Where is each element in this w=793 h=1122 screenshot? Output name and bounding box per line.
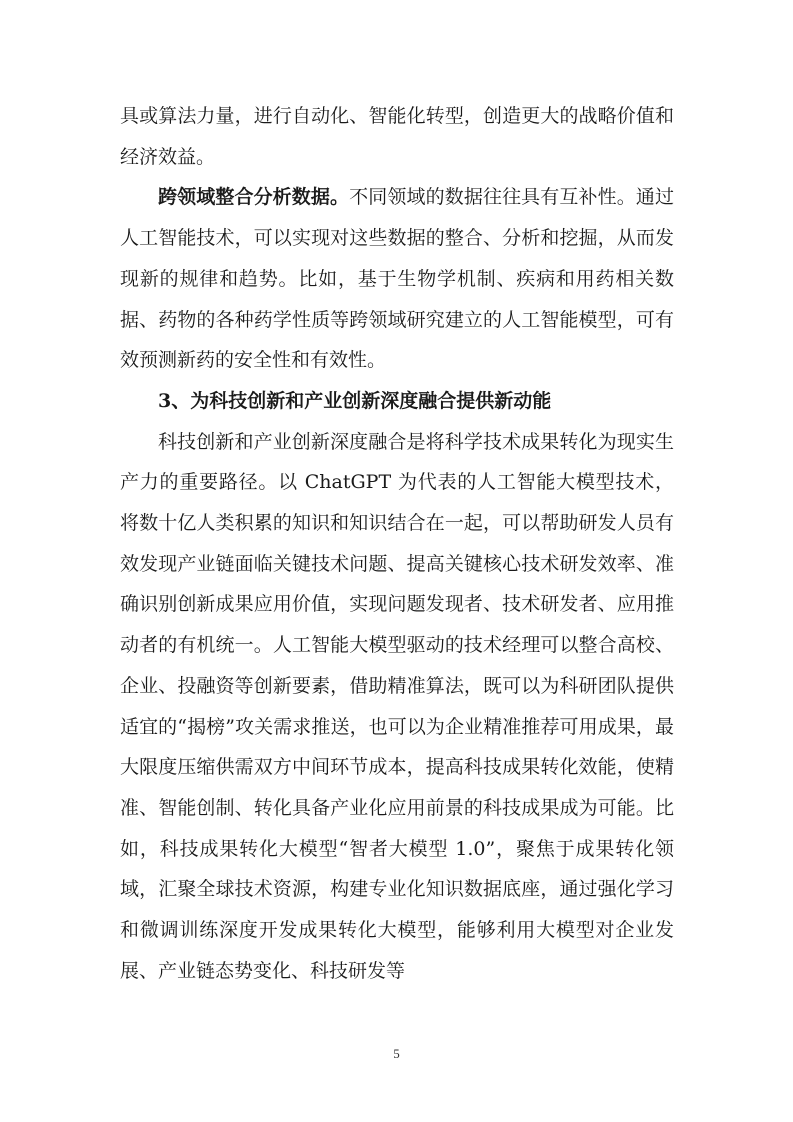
paragraph-lead-heading: 跨领域整合分析数据。: [158, 186, 350, 209]
page-body: [120, 96, 674, 991]
paragraph-continuation: 具或算法力量，进行自动化、智能化转型，创造更大的战略价值和经济效益。: [120, 105, 674, 168]
paragraph-innovation: 科技创新和产业创新深度融合是将科学技术成果转化为现实生产力的重要路径。以 ChatGPT 为代表的人工智能大模型技术，将数十亿人类积累的知识和知识结合在一起，可以帮助研发人员有效发现产业链面临关键技术问题、提高关键核心技术研发效率、准确识别创新成果应用价值，实现问题发现者、技术研发者、应用推动者的有机统一。人工智能大模型驱动的技术经理可以整合高校、企业、投融资等创新要素，借助精准算法，既可以为科研团队提供适宜的“揭榜”攻关需求推送，也可以为企业精准推荐可用成果，最大限度压缩供需双方中间环节成本，提高科技成果转化效能，使精准、智能创制、转化具备产业化应用前景的科技成果成为可能。比如，科技成果转化大模型“智者大模型 1.0”，聚焦于成果转化领域，汇聚全球技术资源，构建专业化知识数据底座，通过强化学习和微调训练深度开发成果转化大模型，能够利用大模型对企业发展、产业链态势变化、科技研发等: [120, 430, 674, 982]
paragraph-cross-domain: [120, 177, 674, 381]
section-heading: 3、为科技创新和产业创新深度融合提供新动能: [158, 389, 552, 412]
page-number: 5: [393, 1046, 400, 1061]
paragraph-body-text: 不同领域的数据往往具有互补性。通过人工智能技术，可以实现对这些数据的整合、分析和挖掘，从而发现新的规律和趋势。比如，基于生物学机制、疾病和用药相关数据、药物的各种药学性质等跨领域研究建立的人工智能模型，可有效预测新药的安全性和有效性。: [120, 186, 674, 372]
